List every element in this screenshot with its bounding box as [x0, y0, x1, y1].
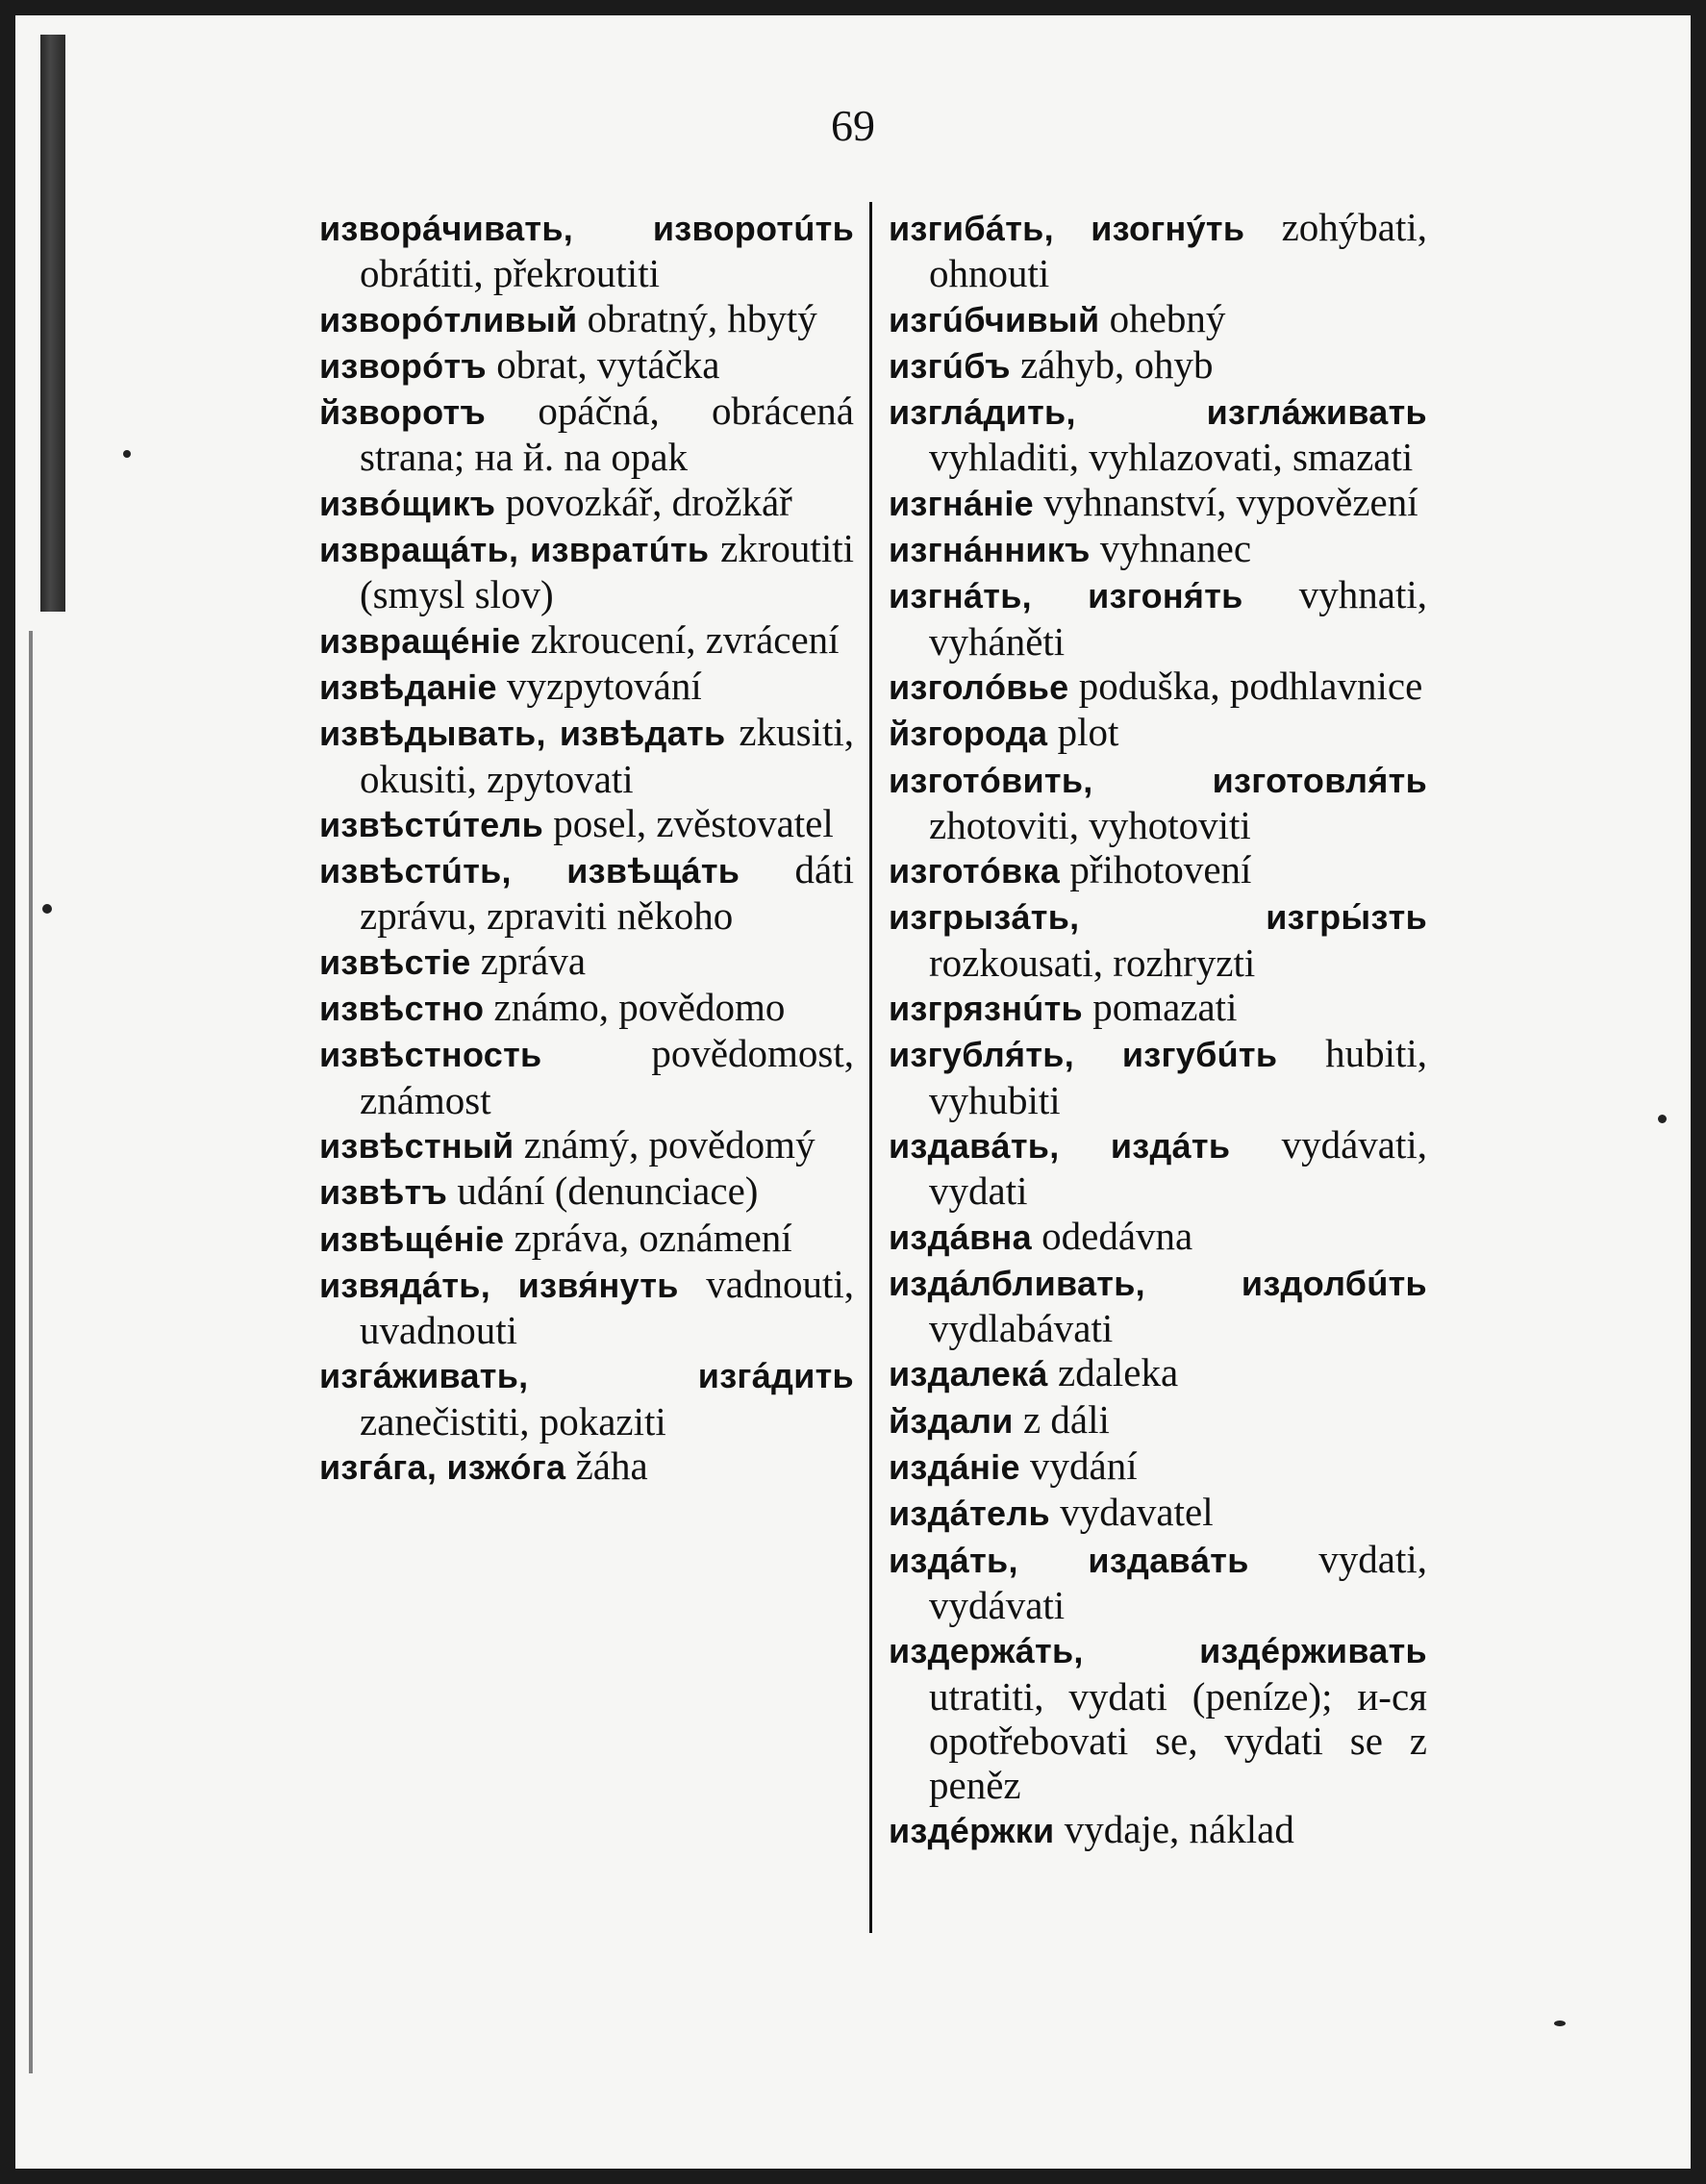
entry-headword: извѣстúтель [319, 804, 544, 844]
dictionary-entry [319, 1262, 854, 1353]
entry-headword: изворóтъ [319, 345, 487, 386]
dictionary-entry [889, 205, 1427, 296]
dictionary-entry [319, 1168, 854, 1215]
entry-definition: vyhnanec [1099, 526, 1252, 571]
entry-definition: zpráva, oznámení [514, 1215, 792, 1260]
entry-definition: obrat, vytáčka [496, 341, 720, 387]
entry-definition: zanečistiti, pokaziti [360, 1398, 666, 1443]
entry-definition: vyzpytování [507, 663, 702, 708]
dictionary-entry [319, 985, 854, 1031]
entry-headword: изголóвье [889, 666, 1069, 707]
dictionary-entry [889, 710, 1427, 756]
entry-definition: posel, zvěstovatel [553, 800, 834, 845]
dictionary-entry [319, 526, 854, 617]
dictionary-entry [319, 1122, 854, 1168]
entry-headword: издалекá [889, 1354, 1048, 1394]
dictionary-entry [319, 617, 854, 664]
entry-definition: vydavatel [1060, 1490, 1214, 1535]
entry-headword: изгнáніе [889, 483, 1034, 523]
entry-headword: издавáть, издáть [889, 1125, 1231, 1166]
entry-definition: obrátiti, překroutiti [360, 251, 660, 296]
entry-headword: йздали [889, 1400, 1014, 1441]
print-speck [123, 450, 131, 458]
column-divider [869, 202, 872, 1933]
entry-headword: извѣстность [319, 1035, 542, 1075]
entry-headword: издержáть, издéрживать [889, 1631, 1427, 1671]
entry-definition: opáčná, obrácená strana; на й. na opak [360, 389, 854, 480]
entry-definition: povozkář, drožkář [505, 479, 792, 524]
dictionary-entry [319, 710, 854, 801]
entry-headword: йзворотъ [319, 392, 487, 433]
dictionary-entry [319, 664, 854, 710]
entry-headword: изгибáть, изогнýть [889, 209, 1245, 248]
entry-definition: plot [1057, 710, 1119, 755]
entry-headword: изгнáть, изгоня́ть [889, 576, 1243, 616]
entry-definition: vydaje, náklad [1064, 1807, 1294, 1852]
print-speck [1554, 2021, 1566, 2026]
entry-definition: vyhladiti, vyhlazovati, smazati [929, 435, 1414, 480]
entry-definition: odedávna [1041, 1213, 1193, 1258]
entry-headword: издáніе [889, 1447, 1020, 1488]
dictionary-entry [319, 1443, 854, 1490]
dictionary-entry [889, 1122, 1427, 1214]
dictionary-entry [889, 480, 1427, 526]
dictionary-entry [889, 1627, 1427, 1807]
dictionary-entry [319, 480, 854, 526]
entry-headword: извѣдывать, извѣдать [319, 714, 726, 754]
entry-definition: poduška, podhlavnice [1078, 663, 1423, 708]
entry-headword: изгрязнúть [889, 989, 1083, 1029]
entry-definition: známo, povědomo [493, 985, 786, 1030]
entry-headword: изворóтливый [319, 299, 578, 339]
entry-definition: přihotovení [1069, 847, 1252, 892]
entry-headword: издáлбливать, издолбúть [889, 1263, 1427, 1303]
dictionary-entry [889, 1443, 1427, 1490]
entry-definition: žáha [575, 1443, 648, 1489]
entry-definition: vydání [1030, 1443, 1138, 1489]
entry-definition: zkroucení, zvrácení [530, 616, 840, 662]
entry-headword: изгубля́ть, изгубúть [889, 1035, 1278, 1075]
dictionary-entry [889, 526, 1427, 572]
entry-headword: извращáть, извратúть [319, 530, 710, 570]
entry-headword: издáть, издавáть [889, 1540, 1249, 1580]
entry-headword: извядáть, извя́нуть [319, 1265, 679, 1305]
dictionary-entry [889, 572, 1427, 664]
entry-definition: ohebný [1109, 295, 1226, 340]
dictionary-entry [319, 389, 854, 480]
entry-definition: vadnouti, uvadnouti [360, 1261, 854, 1353]
entry-headword: извѣстіе [319, 941, 471, 982]
dictionary-entry [319, 296, 854, 342]
entry-definition: zkusiti, okusiti, zpytovati [360, 710, 854, 801]
dictionary-entry [889, 1031, 1427, 1122]
entry-headword: извóщикъ [319, 483, 496, 523]
entry-definition: zkroutiti (smysl slov) [360, 526, 854, 617]
page-edge-line [29, 631, 33, 2073]
entry-headword: изглáдить, изглáживать [889, 392, 1427, 433]
dictionary-entry [889, 1807, 1427, 1853]
entry-headword: изгúбчивый [889, 299, 1100, 339]
dictionary-entry [319, 801, 854, 847]
entry-headword: извѣстúть, извѣщáть [319, 851, 740, 891]
dictionary-entry [889, 757, 1427, 848]
entry-definition: vydati, vydávati [929, 1536, 1428, 1627]
entry-headword: издáвна [889, 1217, 1032, 1257]
dictionary-entry [889, 985, 1427, 1031]
print-speck [1658, 1115, 1667, 1123]
dictionary-entry [889, 1260, 1427, 1351]
dictionary-entry [889, 847, 1427, 893]
entry-definition: dáti zprávu, zpraviti někoho [360, 847, 854, 939]
dictionary-entry [889, 389, 1427, 480]
entry-headword: извѣданіе [319, 666, 497, 707]
entry-headword: изворáчивать, изворотúть [319, 209, 854, 248]
dictionary-entry [319, 205, 854, 296]
dictionary-entry [319, 1216, 854, 1262]
dictionary-entry [889, 342, 1427, 389]
entry-headword: изготóвка [889, 851, 1061, 891]
dictionary-entry [889, 664, 1427, 710]
entry-definition: vydávati, vydati [929, 1121, 1427, 1214]
page-number: 69 [831, 101, 875, 150]
entry-definition: zhotoviti, vyhotoviti [929, 802, 1251, 847]
left-column [319, 205, 854, 1490]
entry-headword: извѣтъ [319, 1172, 448, 1213]
print-speck [42, 904, 52, 914]
entry-headword: издáтель [889, 1494, 1050, 1534]
dictionary-entry [889, 1490, 1427, 1536]
dictionary-entry [319, 342, 854, 389]
entry-headword: изгúбъ [889, 345, 1011, 386]
entry-definition: rozkousati, rozhryzti [929, 940, 1256, 985]
entry-headword: изгрызáть, изгры́зть [889, 897, 1427, 938]
dictionary-entry [889, 1537, 1427, 1628]
dictionary-entry [889, 1350, 1427, 1396]
dictionary-entry [889, 296, 1427, 342]
entry-headword: извѣстный [319, 1125, 514, 1166]
entry-definition: z dáli [1022, 1396, 1110, 1442]
entry-definition: pomazati [1092, 985, 1238, 1030]
entry-headword: извращéніе [319, 620, 521, 661]
entry-definition: utratiti, vydati (peníze); и-ся opotřebovati se, vydati se z peněz [929, 1673, 1427, 1808]
entry-headword: йзгорода [889, 714, 1048, 754]
entry-headword: изгáживать, изгáдить [319, 1356, 854, 1396]
dictionary-entry [889, 1397, 1427, 1443]
entry-definition: zdaleka [1058, 1350, 1179, 1395]
entry-headword: издéржки [889, 1811, 1055, 1851]
entry-definition: vyhnanství, vypovězení [1043, 479, 1418, 524]
dictionary-entry [319, 1352, 854, 1443]
entry-headword: изгáга, изжóга [319, 1447, 566, 1488]
entry-headword: изготóвить, изготовля́ть [889, 760, 1427, 800]
entry-definition: záhyb, ohyb [1020, 341, 1214, 387]
entry-definition: povědomost, známost [360, 1031, 854, 1122]
entry-definition: udání (denunciace) [457, 1168, 759, 1214]
dictionary-entry [889, 893, 1427, 985]
entry-definition: známý, povědomý [523, 1121, 815, 1167]
entry-definition: vyhnati, vyháněti [929, 572, 1427, 664]
entry-definition: zpráva [480, 938, 587, 983]
right-column [889, 205, 1427, 1854]
dictionary-entry [319, 939, 854, 985]
entry-definition: hubiti, vyhubiti [929, 1031, 1427, 1122]
entry-headword: извѣщéніе [319, 1218, 505, 1259]
entry-headword: изгнáнникъ [889, 530, 1091, 570]
entry-headword: извѣстно [319, 989, 485, 1029]
entry-definition: zohýbati, ohnouti [929, 205, 1427, 296]
dictionary-entry [319, 1031, 854, 1122]
dictionary-entry [889, 1214, 1427, 1260]
entry-definition: obratný, hbytý [587, 295, 817, 340]
dictionary-entry [319, 847, 854, 939]
entry-definition: vydlabávati [929, 1306, 1114, 1351]
